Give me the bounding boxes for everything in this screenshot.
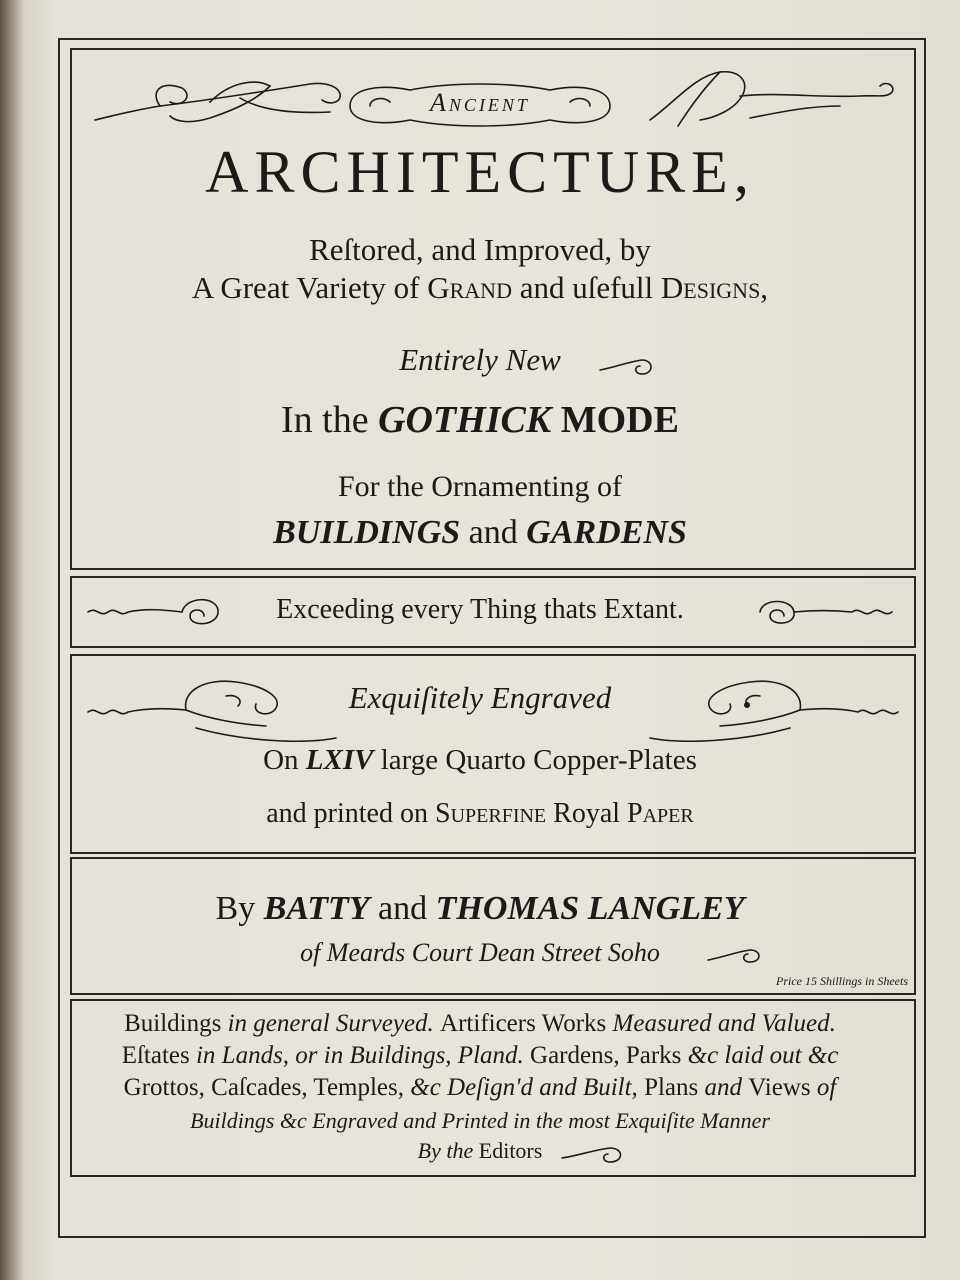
ancient-text: Ancient xyxy=(430,88,530,117)
advert-line-1 xyxy=(0,1010,960,1038)
buildings-text: BUILDINGS xyxy=(273,514,461,551)
plates-text-c: large Quarto Copper-Plates xyxy=(373,744,697,776)
variety-line xyxy=(0,270,960,306)
advert-buildings: Buildings xyxy=(124,1010,222,1037)
authors-and-text: and xyxy=(369,890,436,927)
address-text: of Meards Court Dean Street Soho xyxy=(300,938,660,967)
advert-line-3 xyxy=(0,1074,960,1102)
by-text: By xyxy=(215,890,264,927)
grand-text: Grand xyxy=(427,270,512,305)
gothick-text: GOTHICK xyxy=(378,399,552,441)
designs-text: Designs, xyxy=(660,270,769,305)
advert-measured: Measured and Valued. xyxy=(606,1010,836,1037)
advert-of: of xyxy=(810,1074,837,1101)
advert-grottos: Grottos, Caſcades, Temples, xyxy=(123,1074,405,1101)
gothick-line xyxy=(0,398,960,442)
flourish-entirely-new xyxy=(598,352,658,382)
engraved-title-text: Exquiſitely Engraved xyxy=(348,680,612,715)
paper-line xyxy=(0,798,960,830)
plates-line xyxy=(0,744,960,777)
ornamenting-text: For the Ornamenting of xyxy=(337,470,623,503)
advert-and: and xyxy=(698,1074,749,1101)
advert-engraved: Buildings &c Engraved and Printed in the most Exquiſite Manner xyxy=(190,1108,770,1133)
flourish-exceeding-right xyxy=(756,592,896,632)
royal-text: Royal xyxy=(546,798,628,829)
advert-estates: Eſtates xyxy=(121,1042,190,1069)
advert-by-the: By the xyxy=(417,1138,479,1163)
entirely-new-line xyxy=(0,342,960,378)
ink-dot xyxy=(744,702,750,708)
advert-line-2 xyxy=(0,1042,960,1070)
architecture-heading xyxy=(0,138,960,207)
flourish-engraved-right xyxy=(640,668,900,748)
architecture-text: ARCHITECTURE, xyxy=(205,139,755,205)
paper-text-d: Paper xyxy=(627,798,694,829)
flourish-address xyxy=(706,942,766,968)
superfine-text: Superfine xyxy=(435,798,547,829)
advert-line-5 xyxy=(0,1138,960,1164)
mode-text: MODE xyxy=(551,399,679,441)
advert-line-4 xyxy=(0,1108,960,1134)
advert-plans: Plans xyxy=(644,1074,699,1101)
and-text: and xyxy=(460,514,527,551)
variety-text-a: A Great Variety of xyxy=(191,270,428,305)
restored-line xyxy=(0,232,960,268)
price-text: Price 15 Shillings in Sheets xyxy=(776,974,908,988)
advert-views: Views xyxy=(748,1074,811,1101)
restored-text: Reſtored, and Improved, by xyxy=(309,232,651,267)
authors-line xyxy=(0,890,960,928)
advert-designd: &c Deſign'd and Built, xyxy=(404,1074,645,1101)
variety-text-b: and uſefull xyxy=(511,270,661,305)
batty-text: BATTY xyxy=(263,890,370,927)
advert-editors: Editors xyxy=(478,1138,543,1163)
address-line xyxy=(0,938,960,968)
lxiv-text: LXIV xyxy=(305,744,374,776)
thomas-langley-text: THOMAS LANGLEY xyxy=(435,890,745,927)
gardens-text: GARDENS xyxy=(526,514,687,551)
exceeding-text: Exceeding every Thing thats Extant. xyxy=(276,594,684,625)
ornamenting-line xyxy=(0,470,960,504)
paper-text-a: and printed on xyxy=(266,798,435,829)
entirely-new-text: Entirely New xyxy=(399,342,561,377)
advert-gardens: Gardens, Parks xyxy=(530,1042,682,1069)
advert-surveyed: in general Surveyed. xyxy=(221,1010,441,1037)
ancient-heading xyxy=(0,88,960,118)
plates-text-a: On xyxy=(263,744,306,776)
buildings-gardens-line xyxy=(0,514,960,552)
advert-lands: in Lands, or in Buildings, Pland. xyxy=(189,1042,531,1069)
gothick-text-a: In the xyxy=(281,399,379,441)
advert-artificers: Artificers Works xyxy=(440,1010,607,1037)
advert-laid-out: &c laid out &c xyxy=(681,1042,839,1069)
flourish-editors xyxy=(560,1140,630,1166)
price-line xyxy=(776,974,908,989)
